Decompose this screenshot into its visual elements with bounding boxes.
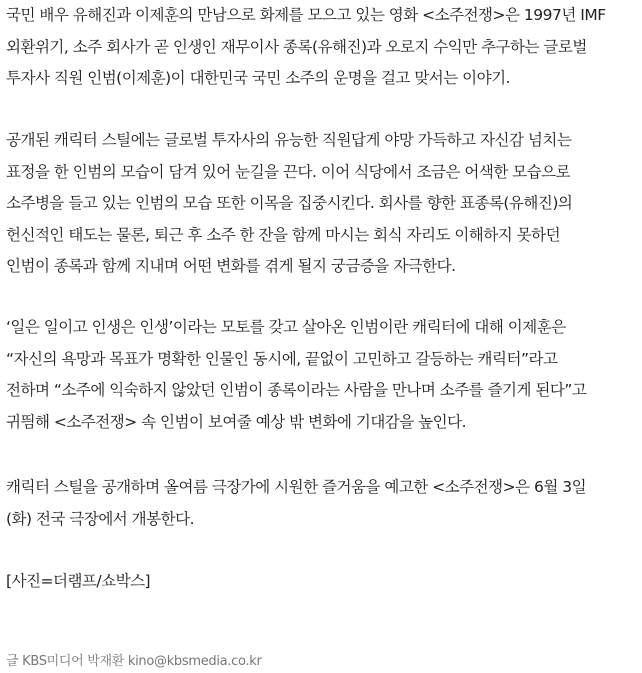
- paragraph-release-info: [6, 472, 586, 535]
- paragraph-intro: [6, 0, 606, 95]
- text-line: 소주병을 들고 있는 인범의 모습 또한 이목을 집중시킨다. 회사를 향한 표종록(유해진)의: [6, 194, 573, 212]
- text-line: 귀띔해 <소주전쟁> 속 인범이 보여줄 예상 밖 변화에 기대감을 높인다.: [6, 412, 467, 431]
- text-line: 공개된 캐릭터 스틸에는 글로벌 투자사의 유능한 직원답게 야망 가득하고 자신감 넘치는: [6, 131, 572, 149]
- photo-credit: [6, 566, 150, 598]
- text-line: 캐릭터 스틸을 공개하며 올여름 극장가에 시원한 즐거움을 예고한 <소주전쟁>은 6월 3일: [6, 478, 587, 496]
- text-line: ‘일은 일이고 인생은 인생’이라는 모토를 갖고 살아온 인범이란 캐릭터에 대해 이제훈은: [6, 318, 566, 336]
- text-line: 헌신적인 태도는 물론, 퇴근 후 소주 한 잔을 함께 마시는 회식 자리도 이해하지 못하던: [6, 225, 561, 244]
- text-line: 투자사 직원 인범(이제훈)이 대한민국 국민 소주의 운명을 걸고 맞서는 이야기.: [6, 69, 511, 87]
- text-line: 인범이 종록과 함께 지내며 어떤 변화를 겪게 될지 궁금증을 자극한다.: [6, 257, 456, 275]
- paragraph-character-still: [6, 125, 572, 283]
- text-line: 국민 배우 유해진과 이제훈의 만남으로 화제를 모으고 있는 영화 <소주전쟁>은 1997년 IMF: [6, 6, 606, 24]
- paragraph-actor-quote: [6, 312, 586, 438]
- text-line: [사진=더램프/쇼박스]: [6, 572, 151, 590]
- text-line: 외환위기, 소주 회사가 곧 인생인 재무이사 종록(유해진)과 오로지 수익만 추구하는 글로벌: [6, 37, 587, 56]
- author-byline: 글 KBS미디어 박재환 kino@kbsmedia.co.kr: [6, 654, 262, 669]
- text-line: 표정을 한 인범의 모습이 담겨 있어 눈길을 끈다. 이어 식당에서 조금은 어색한 모습으로: [6, 162, 571, 181]
- text-line: “자신의 욕망과 목표가 명확한 인물인 동시에, 끝없이 고민하고 갈등하는 캐릭터”라고: [6, 349, 558, 368]
- text-line: 전하며 “소주에 익숙하지 않았던 인범이 종록이라는 사람을 만나며 소주를 즐기게 된다”고: [6, 381, 587, 399]
- text-line: (화) 전국 극장에서 개봉한다.: [6, 509, 195, 528]
